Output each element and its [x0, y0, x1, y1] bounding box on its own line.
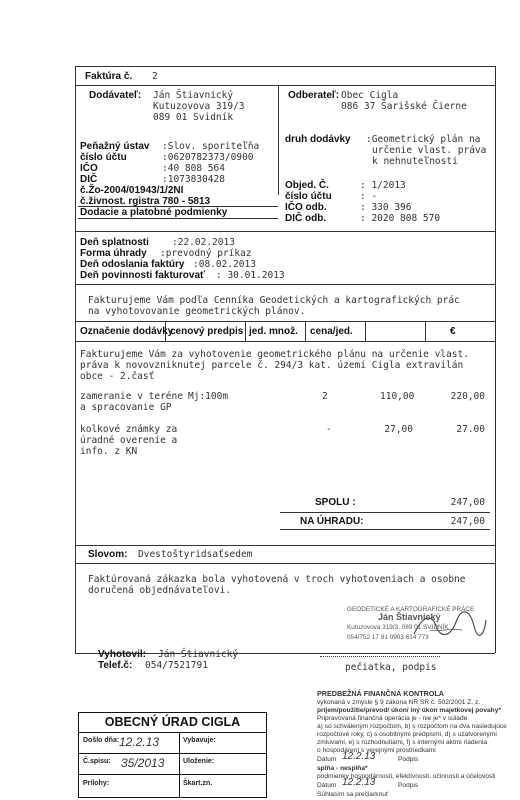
rule: [78, 218, 278, 219]
rule: [75, 284, 495, 285]
sent-date-value: :08.02.2013: [193, 259, 256, 270]
order-value: : 1/2013: [360, 180, 406, 191]
row-total: 220,00: [450, 391, 485, 402]
supplier-street: Kutuzovova 319/3: [153, 101, 245, 112]
supplier-name: Ján Štiavnický: [153, 90, 234, 101]
received-value: 12.2.13: [119, 735, 160, 749]
handler-label: Vybavuje:: [183, 737, 216, 744]
account-value: :0620782373/0900: [162, 152, 254, 163]
rule: [75, 341, 495, 342]
intro-line-2: na vyhotovovanie geometrických plánov.: [88, 306, 306, 317]
delivery-kind-line1: :Geometrický plán na: [366, 134, 481, 145]
rule: [75, 321, 495, 322]
sum-value: 247,00: [450, 497, 485, 508]
account-label: číslo účtu: [80, 152, 127, 163]
row-item-line3: info. z KN: [80, 446, 138, 457]
control-line: príjem/použitie/prevod/ úkon/ iný úkon majetkovej povahy*: [317, 707, 501, 714]
note-line-2: doručená objednávateľovi.: [88, 585, 231, 596]
handwritten-signature: [410, 608, 490, 642]
stamp-line-4: 054/752 17 91 0903 614 773: [347, 634, 429, 641]
office-registry-stamp: [78, 712, 267, 798]
note-line-1: Faktúrovaná zákazka bola vyhotovená v troch vyhotoveniach a osobne: [88, 574, 466, 585]
issuer-name: Ján Štiavnický: [158, 649, 239, 660]
signature-caption: pečiatka, podpis: [345, 662, 437, 673]
customer-name: Obec Cigla: [341, 90, 399, 101]
stamp-line-1: GEODETICKÉ A KARTOGRAFICKÉ PRÁCE: [347, 606, 475, 613]
in-words-value: Dvestoštyridsaťsedem: [138, 549, 253, 560]
stamp-line-2: Ján Štiavnický: [378, 612, 441, 622]
order-label: Objed. Č.: [285, 180, 329, 191]
col-header-qty: jed. množ.: [249, 326, 298, 337]
delivery-kind-label: druh dodávky: [285, 134, 351, 145]
delivery-kind-line3: k nehnuteľnosti: [372, 156, 458, 167]
control-line: o hospodárení s verejnými prostriedkami: [317, 747, 436, 754]
file-number-label: Č.spisu:: [83, 758, 111, 765]
customer-dic-value: : 2020 808 570: [360, 213, 441, 224]
control-sign-label: Podpis: [398, 782, 419, 789]
rule: [75, 85, 495, 86]
conditions-title: Dodacie a platobné podmienky: [80, 207, 228, 218]
due-date-label: Deň splatnosti: [80, 237, 149, 248]
shredding-label: Škart.zn.: [183, 780, 213, 787]
bank-label: Peňažný ústav: [80, 141, 150, 152]
rule: [179, 732, 180, 797]
sum-underline: [280, 512, 490, 513]
control-line: rozpočtové roky, c) s osobitnými predpismi, d) s uzatvorenými: [317, 731, 497, 738]
office-title: OBECNÝ ÚRAD CIGLA: [79, 713, 266, 733]
dic-label: DIČ: [80, 174, 98, 185]
row-unit-price: 27,00: [384, 424, 413, 435]
dic-value: :1073830428: [162, 174, 225, 185]
row-qty: 2: [322, 391, 328, 402]
customer-dic-label: DIČ odb.: [285, 213, 327, 224]
control-date-value: 12.2.13: [342, 777, 376, 788]
sent-date-label: Deň odoslania faktúry: [80, 259, 185, 270]
registration-1: č.Žo-2004/01943/1/2NI: [80, 185, 184, 196]
col-divider: [305, 321, 306, 341]
amount-due-value: 247,00: [450, 516, 485, 527]
rule: [78, 206, 278, 207]
control-line: podmienky hospodárnosti, efektívnosti, účinnosti a účelovosti: [317, 773, 496, 780]
col-divider: [365, 321, 366, 341]
control-line: a) so schváleným rozpočtom, b) s rozpočtom na dva nasledujúce: [317, 723, 507, 730]
ico-value: :40 808 564: [162, 163, 225, 174]
row-item-line1: zameranie v teréne: [80, 391, 183, 402]
col-header-unit-price: cena/jed.: [310, 326, 353, 337]
invoice-number: 2: [152, 71, 158, 82]
control-line: splňa - nesplňa*: [317, 765, 368, 772]
party-divider: [278, 85, 279, 195]
col-header-rule: cenový predpis: [170, 326, 244, 337]
stamp-line-3: Kutuzovova 319/3, 089 01 SVIDNÍK: [347, 624, 449, 631]
description-line-1: Fakturujeme Vám za vyhotovenie geometrického plánu na určenie vlast.: [80, 349, 469, 360]
control-line: Pripravovaná finančná operácia je - nie je* v súlade: [317, 715, 468, 722]
invoice-title-label: Faktúra č.: [85, 71, 133, 82]
col-divider: [425, 321, 426, 341]
row-item-line1: kolkové známky za: [80, 424, 178, 435]
control-sign-label: Podpis: [398, 756, 419, 763]
col-divider: [245, 321, 246, 341]
supplier-label: Dodávateľ:: [89, 90, 142, 101]
signature-line: [320, 656, 440, 657]
delivery-kind-line2: určenie vlast. práva: [372, 145, 487, 156]
tax-date-value: : 30.01.2013: [216, 270, 285, 281]
payment-form-label: Forma úhrady: [80, 248, 147, 259]
control-date-label: Dátum: [317, 782, 337, 789]
customer-city: 086 37 Šarišské Čierne: [341, 101, 467, 112]
rule: [79, 753, 266, 754]
frame-right-border: [495, 66, 496, 653]
control-title: PREDBEŽNÁ FINANČNÁ KONTROLA: [317, 689, 444, 698]
attachments-label: Prílohy:: [83, 780, 110, 787]
registration-2: č.živnost. rgistra 780 - 5813: [80, 196, 211, 207]
received-label: Došlo dňa:: [83, 737, 120, 744]
order-account-value: : -: [360, 191, 378, 202]
payment-form-value: :prevodný príkaz: [160, 248, 252, 259]
description-line-3: obce - 2.časť: [80, 371, 155, 382]
control-line: Súhlasím sa prečiarknuť: [317, 791, 389, 798]
col-header-currency: €: [450, 326, 456, 337]
supplier-city: 089 01 Svidník: [153, 112, 234, 123]
issuer-label: Vyhotovil:: [98, 649, 146, 660]
amount-due-label: NA ÚHRADU:: [300, 516, 364, 527]
pay-underline: [280, 529, 490, 530]
ico-label: IČO: [80, 163, 98, 174]
customer-ico-value: : 330 396: [360, 202, 412, 213]
row-item-line2: a spracovanie GP: [80, 402, 172, 413]
customer-ico-label: IČO odb.: [285, 202, 327, 213]
frame-left-border: [75, 66, 76, 653]
frame-top-border: [75, 66, 495, 67]
order-account-label: číslo účtu: [285, 191, 332, 202]
issuer-phone-label: Telef.č:: [98, 660, 133, 671]
bank-value: :Slov. sporiteľňa: [162, 141, 260, 152]
row-qty: -: [326, 424, 332, 435]
description-line-2: práva k novovzniknutej parcele č. 294/3 kat. území Cigla extravilán: [80, 360, 464, 371]
control-date-value: 12.2.13: [342, 751, 376, 762]
storage-label: Uloženie:: [183, 758, 215, 765]
control-date-label: Dátum: [317, 756, 337, 763]
intro-line-1: Fakturujeme Vám podľa Cenníka Geodetických a kartografických prác: [88, 295, 460, 306]
rule: [75, 563, 495, 564]
rule: [75, 231, 495, 232]
row-rule: Mj:100m: [188, 391, 229, 402]
sum-label: SPOLU :: [315, 497, 356, 508]
due-date-value: :22.02.2013: [172, 237, 235, 248]
rule: [79, 774, 266, 775]
file-number-value: 35/2013: [121, 756, 165, 770]
tax-date-label: Deň povinnosti fakturovať: [80, 270, 205, 281]
control-line: vykonaná v zmysle § 9 zákona NR SR č. 502/2001 Z. z.: [317, 699, 481, 706]
row-item-line2: úradné overenie a: [80, 435, 178, 446]
row-total: 27.00: [456, 424, 485, 435]
rule: [75, 545, 495, 546]
in-words-label: Slovom:: [88, 549, 128, 560]
customer-label: Odberateľ:: [288, 90, 340, 101]
issuer-phone-value: 054/7521791: [145, 660, 208, 671]
row-unit-price: 110,00: [380, 391, 415, 402]
col-header-item: Označenie dodávky: [80, 326, 174, 337]
control-line: zmluvami, e) s rozhodnutiami, f) s internými aktmi riadenia: [317, 739, 488, 746]
